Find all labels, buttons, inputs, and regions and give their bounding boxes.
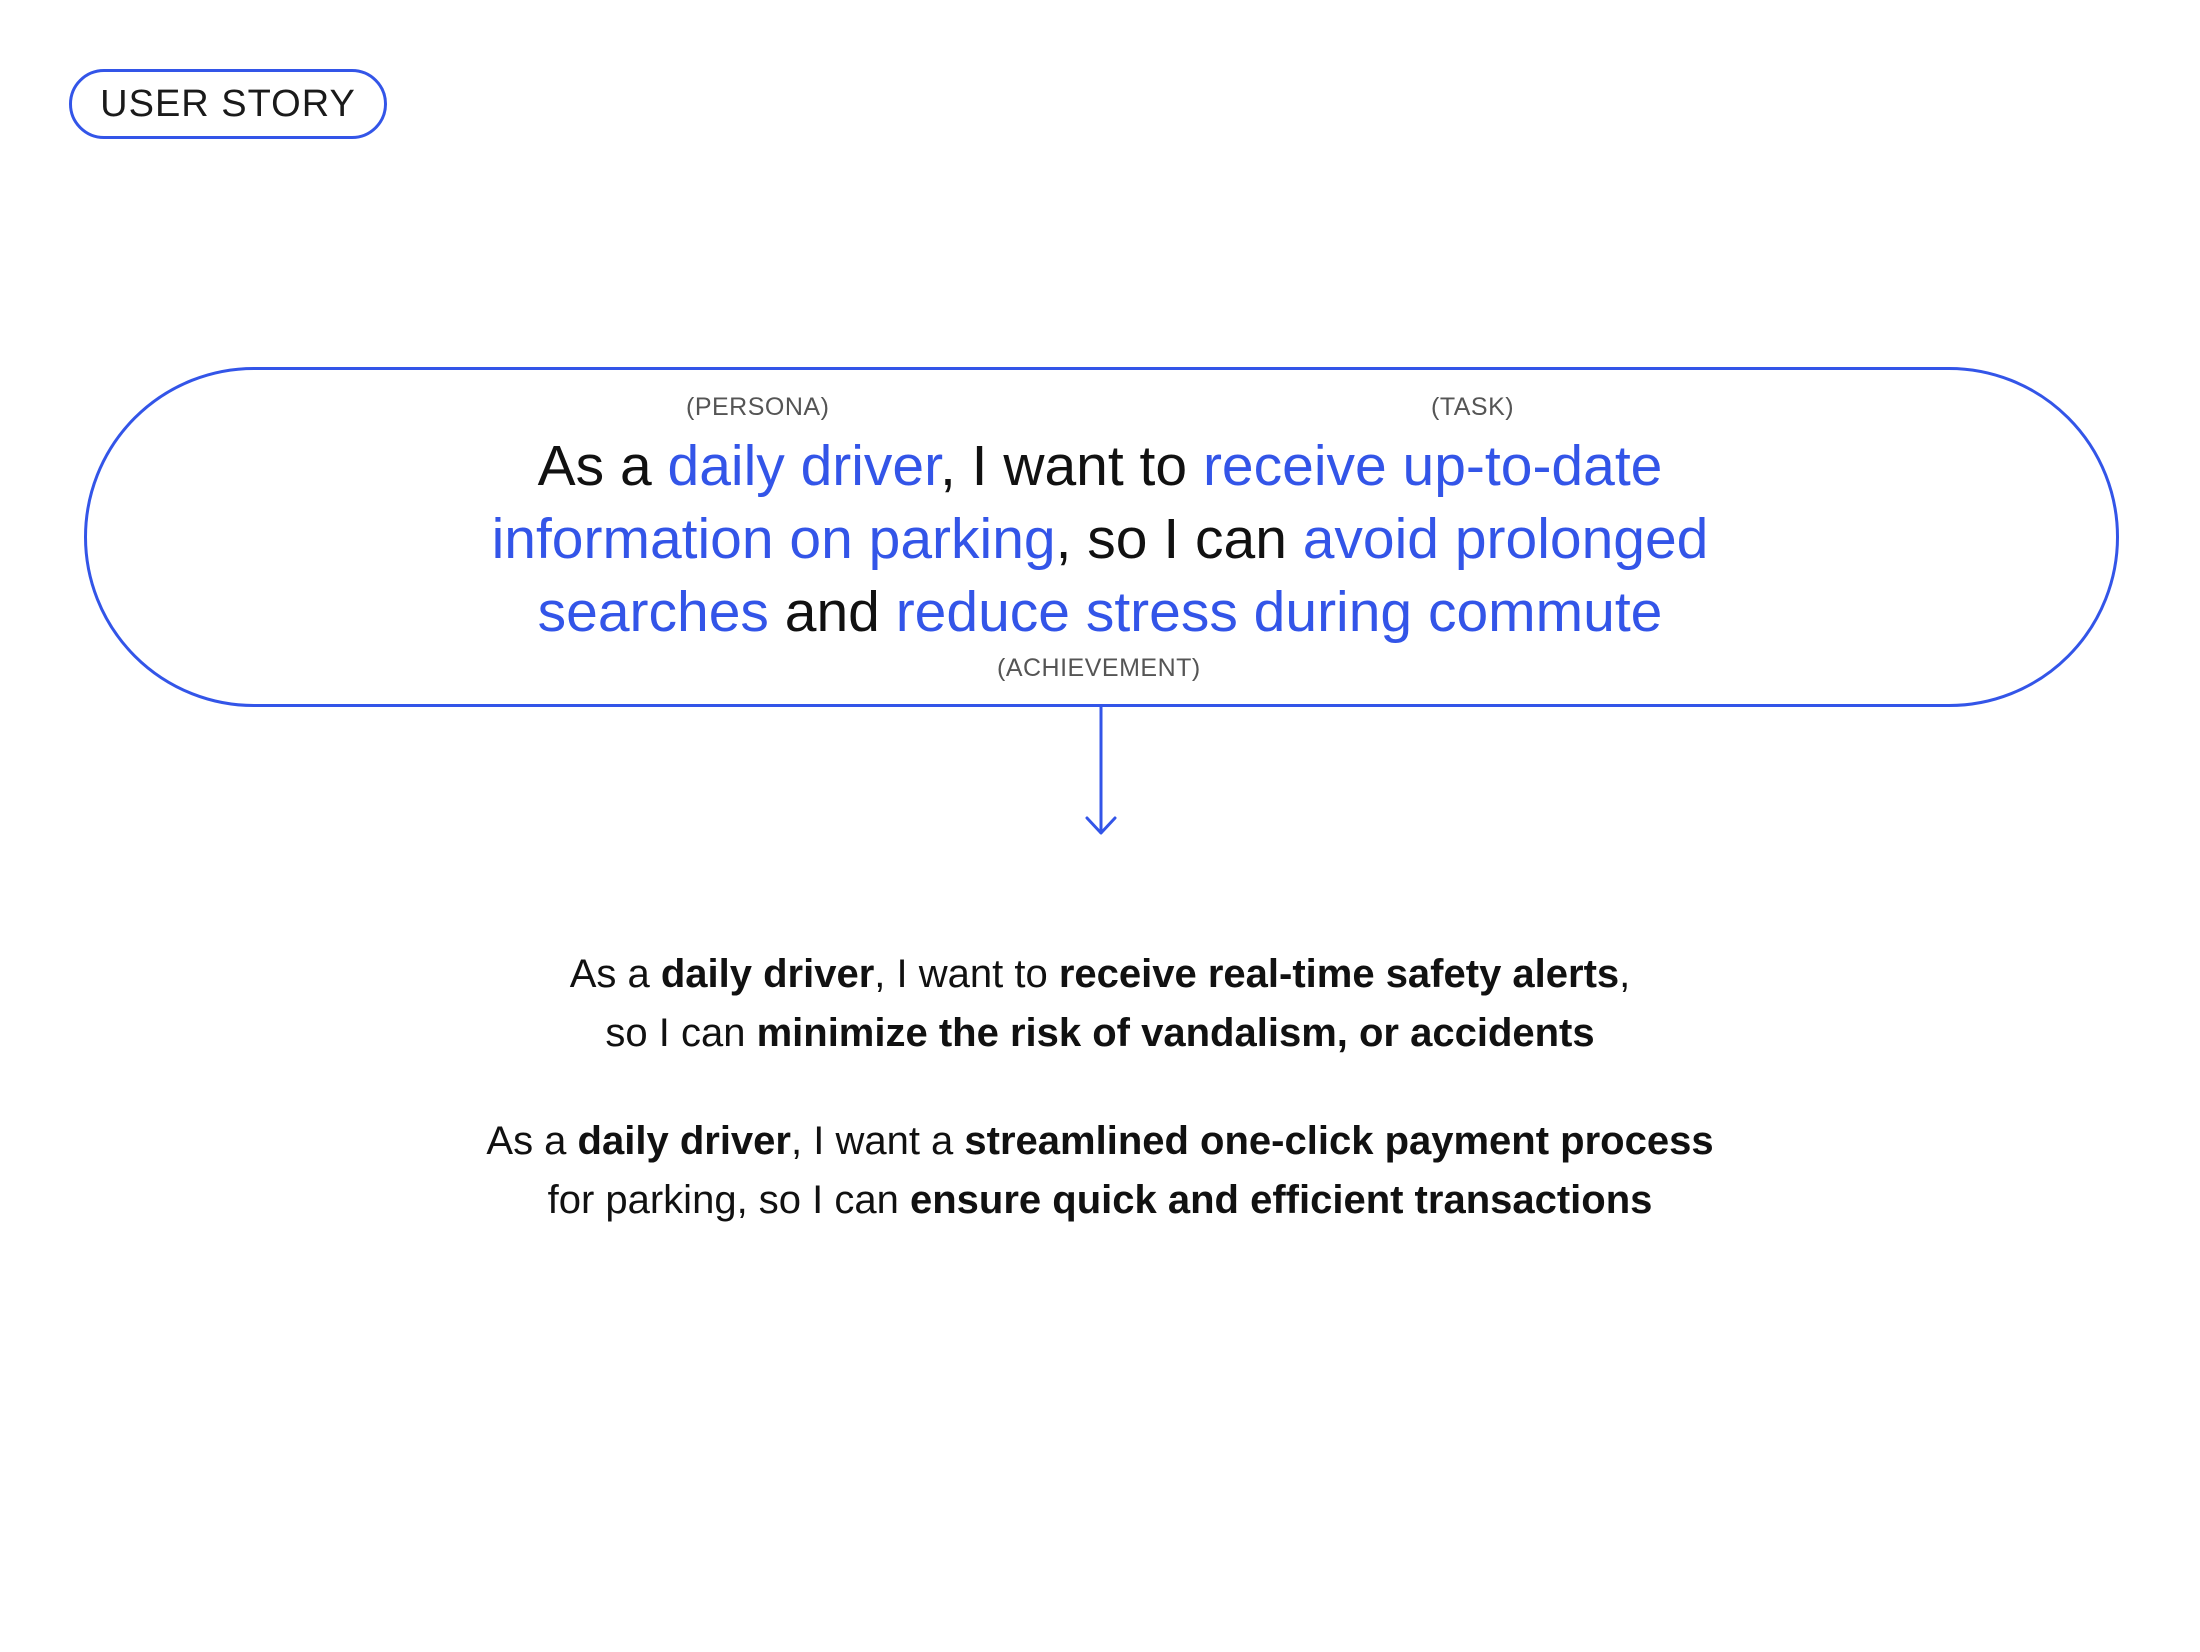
story-2-persona: daily driver bbox=[577, 1119, 791, 1163]
achievement-highlight-part-2: searches bbox=[537, 580, 769, 644]
main-story-connector-3: and bbox=[768, 580, 896, 644]
main-story-prefix: As a bbox=[537, 434, 668, 498]
main-story-text bbox=[0, 430, 2200, 649]
achievement-highlight-part-1: avoid prolonged bbox=[1302, 507, 1709, 571]
user-story-safety bbox=[0, 945, 2200, 1063]
story-2-achievement: ensure quick and efficient transactions bbox=[909, 1178, 1653, 1222]
achievement-label: (ACHIEVEMENT) bbox=[997, 654, 1201, 682]
story-2-prefix: As a bbox=[486, 1119, 578, 1163]
story-1-comma: , bbox=[1619, 952, 1631, 996]
story-1-prefix: As a bbox=[569, 952, 661, 996]
main-story-line-2 bbox=[0, 503, 2200, 576]
user-story-payment bbox=[0, 1112, 2200, 1230]
main-story-connector-1: , I want to bbox=[939, 434, 1203, 498]
story-1-persona: daily driver bbox=[660, 952, 875, 996]
story-1-task: receive real-time safety alerts bbox=[1058, 952, 1620, 996]
persona-highlight: daily driver bbox=[667, 434, 940, 498]
user-story-tag-label: USER STORY bbox=[100, 82, 356, 125]
down-arrow-icon bbox=[1081, 707, 1121, 837]
task-highlight-part-2: information on parking bbox=[491, 507, 1056, 571]
achievement-highlight-part-3: reduce stress during commute bbox=[895, 580, 1663, 644]
story-1-achievement: minimize the risk of vandalism, or accidents bbox=[756, 1011, 1595, 1055]
task-label: (TASK) bbox=[1431, 393, 1515, 421]
persona-label: (PERSONA) bbox=[686, 393, 830, 421]
story-1-connector: , I want to bbox=[874, 952, 1059, 996]
main-story-connector-2: , so I can bbox=[1055, 507, 1303, 571]
story-2-so-i-can: for parking, so I can bbox=[547, 1178, 910, 1222]
user-story-tag bbox=[69, 69, 387, 139]
story-2-line-1 bbox=[0, 1112, 2200, 1171]
main-story-line-3 bbox=[0, 576, 2200, 649]
main-story-line-1 bbox=[0, 430, 2200, 503]
story-2-task: streamlined one-click payment process bbox=[964, 1119, 1714, 1163]
story-1-line-1 bbox=[0, 945, 2200, 1004]
story-2-connector: , I want a bbox=[790, 1119, 965, 1163]
story-1-so-i-can: so I can bbox=[605, 1011, 757, 1055]
task-highlight-part-1: receive up-to-date bbox=[1202, 434, 1663, 498]
story-1-line-2 bbox=[0, 1004, 2200, 1063]
story-2-line-2 bbox=[0, 1171, 2200, 1230]
